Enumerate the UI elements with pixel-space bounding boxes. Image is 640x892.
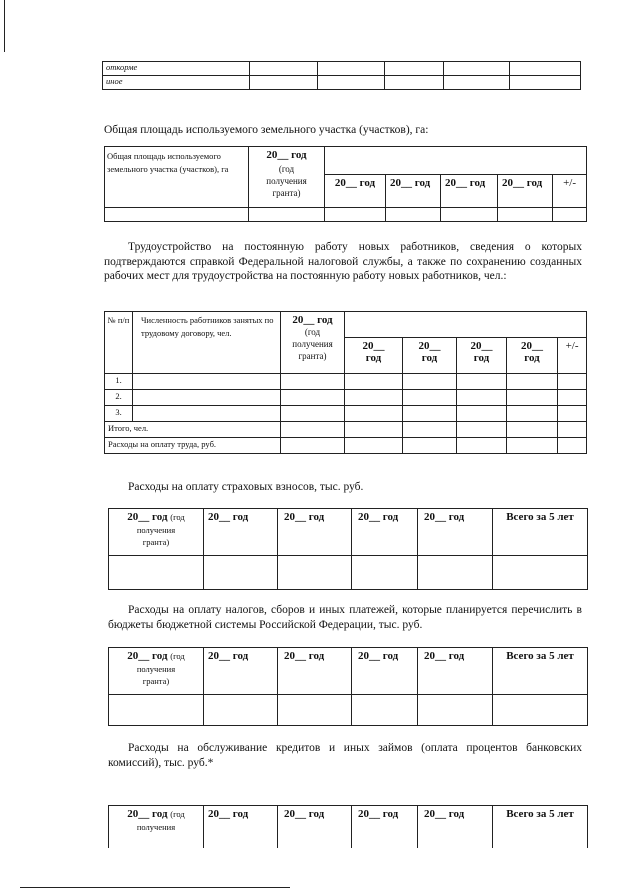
grant-year-cell: 20__ год (год получения bbox=[109, 806, 204, 849]
total-row-label: Итого, чел. bbox=[105, 422, 281, 438]
table-credits bbox=[108, 805, 588, 848]
land-label: Общая площадь используемого земельного участка (участков), га bbox=[105, 147, 249, 208]
grant-note: (год получения гранта) bbox=[266, 164, 307, 198]
year-header: 20__ год bbox=[345, 338, 403, 374]
table-insurance bbox=[108, 508, 588, 590]
grant-year: 20__ год bbox=[292, 314, 333, 326]
insurance-heading: Расходы на оплату страховых взносов, тыс. руб. bbox=[128, 481, 364, 493]
col-number: № п/п bbox=[105, 312, 133, 374]
year-header: 20__ год bbox=[204, 806, 278, 849]
credits-heading: Расходы на обслуживание кредитов и иных займов (оплата процентов банковских комиссий), тыс. руб.* bbox=[108, 742, 582, 769]
table-taxes bbox=[108, 647, 588, 726]
year-header: 20__ год bbox=[441, 175, 498, 208]
table-livestock-continued bbox=[102, 61, 581, 90]
table-row bbox=[103, 62, 581, 76]
row-label: иное bbox=[103, 76, 250, 90]
table-row bbox=[105, 208, 587, 222]
year-header: 20__ год bbox=[352, 648, 418, 695]
year-header: 20__ год bbox=[403, 338, 457, 374]
grant-year-cell bbox=[249, 147, 325, 208]
grant-year-cell bbox=[281, 312, 345, 374]
year-header: 20__ год bbox=[352, 509, 418, 556]
table-land-area bbox=[104, 146, 587, 222]
diff-header: +/- bbox=[558, 338, 587, 374]
table-row bbox=[105, 422, 587, 438]
year-header: 20__ год bbox=[204, 509, 278, 556]
table-row bbox=[109, 695, 588, 726]
table-row bbox=[109, 556, 588, 590]
page-left-rule bbox=[4, 0, 5, 52]
land-heading: Общая площадь используемого земельного участка (участков), га: bbox=[104, 124, 429, 136]
taxes-heading: Расходы на оплату налогов, сборов и иных платежей, которые планируется перечислить в бюджеты бюджетной системы Российской Федерации, тыс. руб. bbox=[108, 604, 582, 631]
grant-note: (год получения гранта) bbox=[292, 327, 333, 361]
page-bottom-rule bbox=[20, 887, 290, 888]
year-header: 20__ год bbox=[457, 338, 507, 374]
total-header: Всего за 5 лет bbox=[493, 648, 588, 695]
year-header: 20__ год bbox=[418, 648, 493, 695]
year-header: 20__ год bbox=[325, 175, 386, 208]
grant-year-cell: 20__ год (год получения гранта) bbox=[109, 509, 204, 556]
wages-row-label: Расходы на оплату труда, руб. bbox=[105, 438, 281, 454]
year-header: 20__ год bbox=[498, 175, 553, 208]
diff-header: +/- bbox=[553, 175, 587, 208]
grant-year-cell: 20__ год (год получения гранта) bbox=[109, 648, 204, 695]
year-header: 20__ год bbox=[352, 806, 418, 849]
year-header: 20__ год bbox=[278, 648, 352, 695]
table-row bbox=[103, 76, 581, 90]
col-employees: Численность работников занятых по трудовому договору, чел. bbox=[133, 312, 281, 374]
grant-year: 20__ год bbox=[266, 149, 307, 161]
year-header: 20__ год bbox=[386, 175, 441, 208]
year-header: 20__ год bbox=[278, 509, 352, 556]
year-header: 20__ год bbox=[418, 806, 493, 849]
year-header: 20__ год bbox=[507, 338, 558, 374]
table-row: 3. bbox=[105, 406, 587, 422]
year-header: 20__ год bbox=[278, 806, 352, 849]
table-employment bbox=[104, 311, 587, 454]
total-header: Всего за 5 лет bbox=[493, 509, 588, 556]
total-header: Всего за 5 лет bbox=[493, 806, 588, 849]
year-header: 20__ год bbox=[418, 509, 493, 556]
employment-text: Трудоустройство на постоянную работу новых работников, сведения о которых подтверждаются справкой Федеральной налоговой службы, а также по сохранению созданных рабочих мест для трудоустройства на постоянную работу новых работников, чел.: bbox=[104, 241, 582, 282]
table-row bbox=[105, 438, 587, 454]
table-row: 2. bbox=[105, 390, 587, 406]
row-label: откорме bbox=[103, 62, 250, 76]
year-header: 20__ год bbox=[204, 648, 278, 695]
table-row: 1. bbox=[105, 374, 587, 390]
